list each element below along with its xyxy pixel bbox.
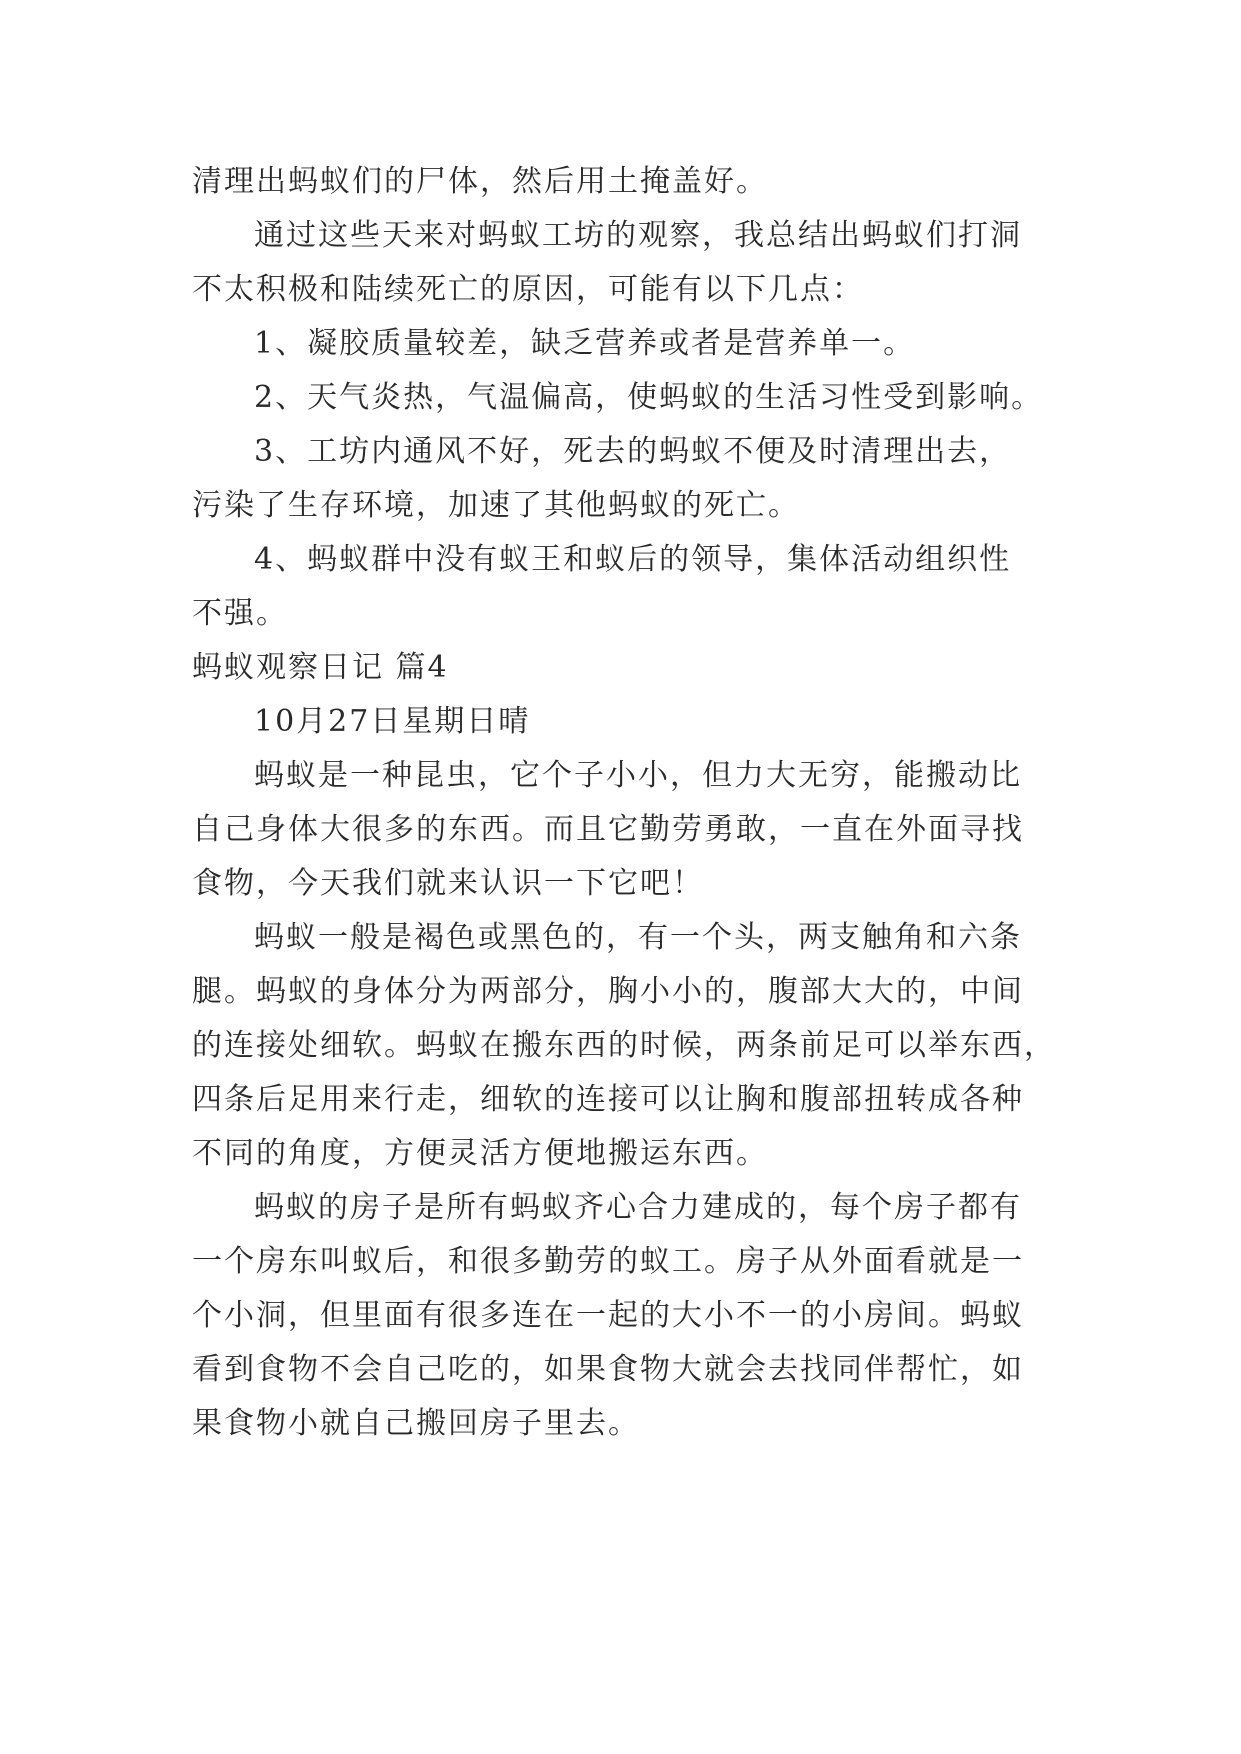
text-line: 不太积极和陆续死亡的原因，可能有以下几点： <box>192 272 864 307</box>
text-line: 1、凝胶质量较差，缺乏营养或者是营养单一。 <box>254 326 916 361</box>
text-line: 蚂蚁的房子是所有蚂蚁齐心合力建成的，每个房子都有 <box>254 1190 1022 1225</box>
text-line: 4、蚂蚁群中没有蚁王和蚁后的领导，集体活动组织性 <box>254 542 1012 577</box>
text-line: 个小洞，但里面有很多连在一起的大小不一的小房间。蚂蚁 <box>192 1298 1024 1333</box>
text-line: 一个房东叫蚁后，和很多勤劳的蚁工。房子从外面看就是一 <box>192 1244 1024 1279</box>
text-line: 2、天气炎热，气温偏高，使蚂蚁的生活习性受到影响。 <box>254 380 1044 415</box>
text-line: 自己身体大很多的东西。而且它勤劳勇敢，一直在外面寻找 <box>192 812 1024 847</box>
text-line: 污染了生存环境，加速了其他蚂蚁的死亡。 <box>192 488 800 523</box>
section-heading: 蚂蚁观察日记 篇4 <box>192 650 449 685</box>
text-line: 不强。 <box>192 596 288 631</box>
text-line: 腿。蚂蚁的身体分为两部分，胸小小的，腹部大大的，中间 <box>192 974 1024 1009</box>
text-line: 看到食物不会自己吃的，如果食物大就会去找同伴帮忙，如 <box>192 1352 1024 1387</box>
text-line: 通过这些天来对蚂蚁工坊的观察，我总结出蚂蚁们打洞 <box>254 218 1022 253</box>
text-line: 蚂蚁是一种昆虫，它个子小小，但力大无穷，能搬动比 <box>254 758 1022 793</box>
text-line: 食物，今天我们就来认识一下它吧！ <box>192 866 704 901</box>
text-line: 不同的角度，方便灵活方便地搬运东西。 <box>192 1136 768 1171</box>
text-line: 蚂蚁一般是褐色或黑色的，有一个头，两支触角和六条 <box>254 920 1022 955</box>
text-line: 清理出蚂蚁们的尸体，然后用土掩盖好。 <box>192 164 768 199</box>
text-line: 3、工坊内通风不好，死去的蚂蚁不便及时清理出去， <box>254 434 1012 469</box>
text-line: 的连接处细软。蚂蚁在搬东西的时候，两条前足可以举东西， <box>192 1028 1056 1063</box>
text-line: 果食物小就自己搬回房子里去。 <box>192 1406 640 1441</box>
diary-date: 10月27日星期日晴 <box>254 704 531 739</box>
text-line: 四条后足用来行走，细软的连接可以让胸和腹部扭转成各种 <box>192 1082 1024 1117</box>
